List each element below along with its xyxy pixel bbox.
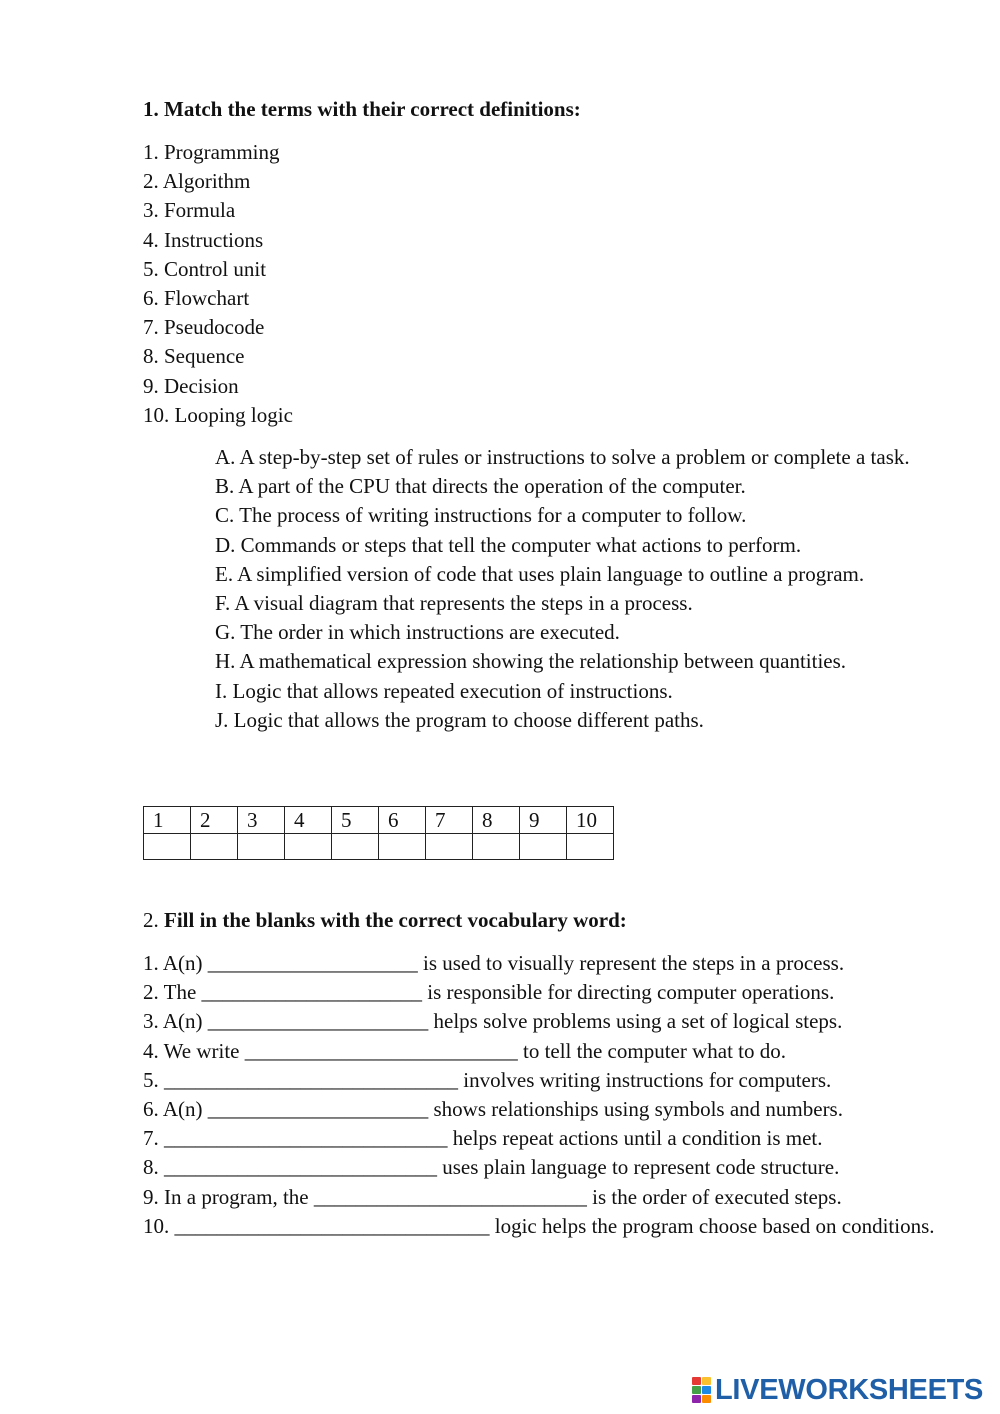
answer-table-header-row [144, 807, 614, 834]
answer-cell-1[interactable] [144, 834, 191, 860]
answer-table-header: 2 [191, 807, 238, 834]
term-item: 10. Looping logic [143, 402, 293, 427]
term-item: 2. Algorithm [143, 169, 251, 194]
logo-block [702, 1395, 711, 1403]
answer-cell-2[interactable] [191, 834, 238, 860]
answer-cell-10[interactable] [567, 834, 614, 860]
definition-item: G. The order in which instructions are executed. [215, 620, 620, 645]
answer-cell-6[interactable] [379, 834, 426, 860]
section1-title: Match the terms with their correct definitions: [164, 97, 581, 121]
answer-cell-7[interactable] [426, 834, 473, 860]
answer-table-header: 9 [520, 807, 567, 834]
answer-cell-4[interactable] [285, 834, 332, 860]
answer-table-header: 3 [238, 807, 285, 834]
liveworksheets-logo-icon [692, 1377, 712, 1403]
answer-table-header: 7 [426, 807, 473, 834]
section2-number: 2. [143, 908, 159, 932]
section2-heading [143, 906, 627, 935]
fill-blanks-list [143, 949, 943, 1241]
definition-item: E. A simplified version of code that uses plain language to outline a program. [215, 561, 865, 586]
answer-cell-5[interactable] [332, 834, 379, 860]
answer-table-header: 6 [379, 807, 426, 834]
definitions-list [215, 443, 935, 735]
definition-item: H. A mathematical expression showing the relationship between quantities. [215, 649, 847, 674]
term-item: 9. Decision [143, 373, 239, 398]
answer-table-header: 8 [473, 807, 520, 834]
logo-block [692, 1386, 701, 1394]
section2-title: Fill in the blanks with the correct vocabulary word: [164, 908, 627, 932]
term-item: 6. Flowchart [143, 286, 250, 311]
term-item: 8. Sequence [143, 344, 245, 369]
term-item: 3. Formula [143, 198, 236, 223]
blank-item[interactable]: 9. In a program, the __________________________ is the order of executed steps. [143, 1184, 842, 1209]
definition-item: F. A visual diagram that represents the steps in a process. [215, 591, 693, 616]
definition-item: A. A step-by-step set of rules or instructions to solve a problem or complete a task. [215, 445, 910, 469]
logo-block [702, 1377, 711, 1385]
definition-item: B. A part of the CPU that directs the operation of the computer. [215, 474, 746, 499]
definition-item: D. Commands or steps that tell the computer what actions to perform. [215, 532, 802, 557]
answer-table-input-row [144, 834, 614, 860]
answer-cell-9[interactable] [520, 834, 567, 860]
answer-cell-8[interactable] [473, 834, 520, 860]
term-item: 5. Control unit [143, 256, 267, 281]
logo-block [702, 1386, 711, 1394]
answer-table-header: 4 [285, 807, 332, 834]
section1-number: 1. [143, 97, 159, 121]
term-item: 7. Pseudocode [143, 315, 265, 340]
section1-heading [143, 95, 581, 124]
blank-item[interactable]: 2. The _____________________ is responsible for directing computer operations. [143, 980, 835, 1005]
term-item: 4. Instructions [143, 227, 264, 252]
definition-item: I. Logic that allows repeated execution of instructions. [215, 678, 673, 703]
answer-table-header: 10 [567, 807, 614, 834]
liveworksheets-logo [692, 1373, 983, 1407]
blank-item[interactable]: 10. ______________________________ logic helps the program choose based on conditions. [143, 1213, 935, 1238]
blank-item[interactable]: 8. __________________________ uses plain language to represent code structure. [143, 1155, 840, 1180]
blank-item[interactable]: 7. ___________________________ helps repeat actions until a condition is met. [143, 1126, 823, 1151]
answer-cell-3[interactable] [238, 834, 285, 860]
blank-item[interactable]: 6. A(n) _____________________ shows relationships using symbols and numbers. [143, 1097, 843, 1122]
terms-list [143, 138, 293, 430]
blank-item[interactable]: 5. ____________________________ involves writing instructions for computers. [143, 1067, 832, 1092]
liveworksheets-logo-text: LIVEWORKSHEETS [715, 1373, 984, 1406]
term-item: 1. Programming [143, 140, 280, 164]
logo-block [692, 1395, 701, 1403]
definition-item: C. The process of writing instructions for a computer to follow. [215, 503, 747, 528]
blank-item[interactable]: 3. A(n) _____________________ helps solve problems using a set of logical steps. [143, 1009, 843, 1034]
blank-item[interactable]: 1. A(n) ____________________ is used to visually represent the steps in a process. [143, 951, 845, 975]
answer-table-header: 1 [144, 807, 191, 834]
answer-table [143, 806, 614, 860]
logo-block [692, 1377, 701, 1385]
blank-item[interactable]: 4. We write __________________________ to tell the computer what to do. [143, 1038, 787, 1063]
answer-table-header: 5 [332, 807, 379, 834]
definition-item: J. Logic that allows the program to choose different paths. [215, 707, 704, 732]
